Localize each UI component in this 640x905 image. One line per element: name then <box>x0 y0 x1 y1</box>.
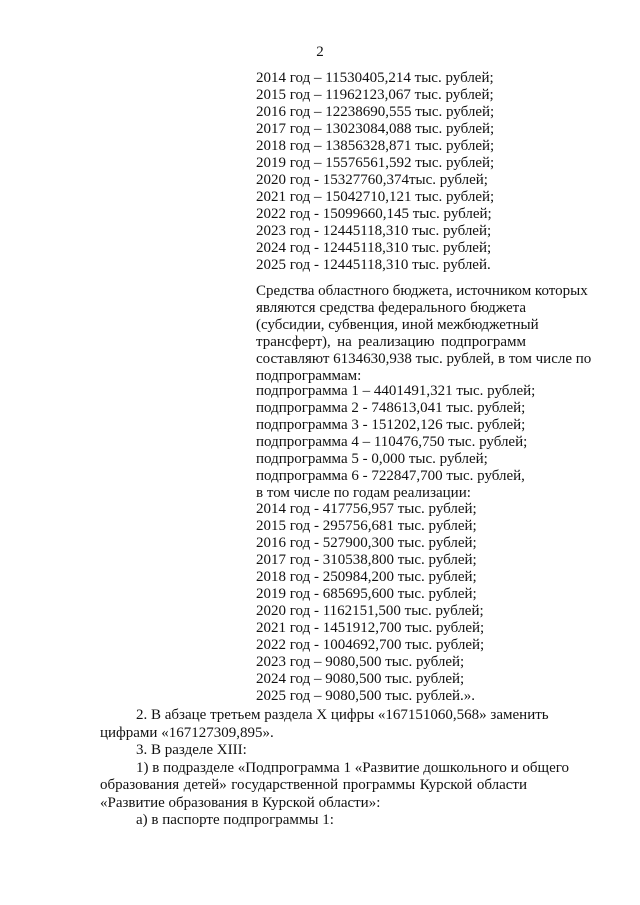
year-line: 2015 год - 295756,681 тыс. рублей; <box>256 518 477 534</box>
year-line: 2023 год - 12445118,310 тыс. рублей; <box>256 223 492 239</box>
page-number: 2 <box>316 44 324 60</box>
year-line: 2014 год – 11530405,214 тыс. рублей; <box>256 70 494 86</box>
year-line: 2015 год – 11962123,067 тыс. рублей; <box>256 87 494 103</box>
paragraph-3-1-line: образования детей» государственной программы Курской области <box>100 777 527 793</box>
description-line: являются средства федерального бюджета <box>256 300 526 316</box>
paragraph-3-1-line: 1) в подразделе «Подпрограмма 1 «Развитие дошкольного и общего <box>136 759 570 776</box>
subprogram-line: подпрограмма 1 – 4401491,321 тыс. рублей; <box>256 383 536 399</box>
federal-funds-description <box>256 283 592 385</box>
subprogram-funding-list <box>256 383 536 502</box>
year-line: 2024 год – 9080,500 тыс. рублей; <box>256 671 465 687</box>
year-line: 2022 год - 1004692,700 тыс. рублей; <box>256 637 485 653</box>
paragraph-2-line: 2. В абзаце третьем раздела X цифры «167151060,568» заменить <box>136 707 549 723</box>
paragraph-2-line: цифрами «167127309,895». <box>100 724 274 741</box>
description-line: Средства областного бюджета, источником которых <box>256 283 588 299</box>
year-line: 2014 год - 417756,957 тыс. рублей; <box>256 501 477 517</box>
paragraph-3: 3. В разделе XIII: <box>136 742 247 758</box>
year-line: 2016 год - 527900,300 тыс. рублей; <box>256 535 477 551</box>
paragraph-3-1-a: а) в паспорте подпрограммы 1: <box>136 812 334 828</box>
year-line: 2023 год – 9080,500 тыс. рублей; <box>256 654 465 670</box>
federal-funding-by-year-list <box>256 501 526 705</box>
year-line: 2021 год – 15042710,121 тыс. рублей; <box>256 189 495 205</box>
subprogram-line: в том числе по годам реализации: <box>256 485 471 501</box>
year-line: 2017 год – 13023084,088 тыс. рублей; <box>256 121 495 137</box>
subprogram-line: подпрограмма 6 - 722847,700 тыс. рублей, <box>256 468 525 484</box>
subprogram-line: подпрограмма 4 – 110476,750 тыс. рублей; <box>256 434 528 450</box>
year-line: 2022 год - 15099660,145 тыс. рублей; <box>256 206 492 222</box>
amendment-paragraphs <box>100 707 570 830</box>
year-line: 2017 год - 310538,800 тыс. рублей; <box>256 552 477 568</box>
subprogram-line: подпрограмма 2 - 748613,041 тыс. рублей; <box>256 400 526 416</box>
year-line: 2019 год – 15576561,592 тыс. рублей; <box>256 155 495 171</box>
year-line: 2018 год - 250984,200 тыс. рублей; <box>256 569 477 585</box>
paragraph-3-1-line: «Развитие образования в Курской области»: <box>100 794 381 811</box>
year-line: 2020 год - 15327760,374тыс. рублей; <box>256 172 488 188</box>
year-line: 2019 год - 685695,600 тыс. рублей; <box>256 586 477 602</box>
year-line: 2018 год – 13856328,871 тыс. рублей; <box>256 138 495 154</box>
description-line: (субсидии, субвенция, иной межбюджетный <box>256 317 539 333</box>
description-line: составляют 6134630,938 тыс. рублей, в том числе по <box>256 351 592 367</box>
year-line: 2025 год - 12445118,310 тыс. рублей. <box>256 257 491 273</box>
description-line: подпрограммам: <box>256 368 362 384</box>
year-line: 2025 год – 9080,500 тыс. рублей.». <box>256 688 476 704</box>
year-line: 2021 год - 1451912,700 тыс. рублей; <box>256 620 485 636</box>
subprogram-line: подпрограмма 3 - 151202,126 тыс. рублей; <box>256 417 526 433</box>
year-line: 2016 год – 12238690,555 тыс. рублей; <box>256 104 495 120</box>
subprogram-line: подпрограмма 5 - 0,000 тыс. рублей; <box>256 451 488 467</box>
funding-by-year-list <box>256 70 526 274</box>
description-line: трансферт), на реализацию подпрограмм <box>256 334 526 350</box>
year-line: 2020 год - 1162151,500 тыс. рублей; <box>256 603 484 619</box>
year-line: 2024 год - 12445118,310 тыс. рублей; <box>256 240 492 256</box>
